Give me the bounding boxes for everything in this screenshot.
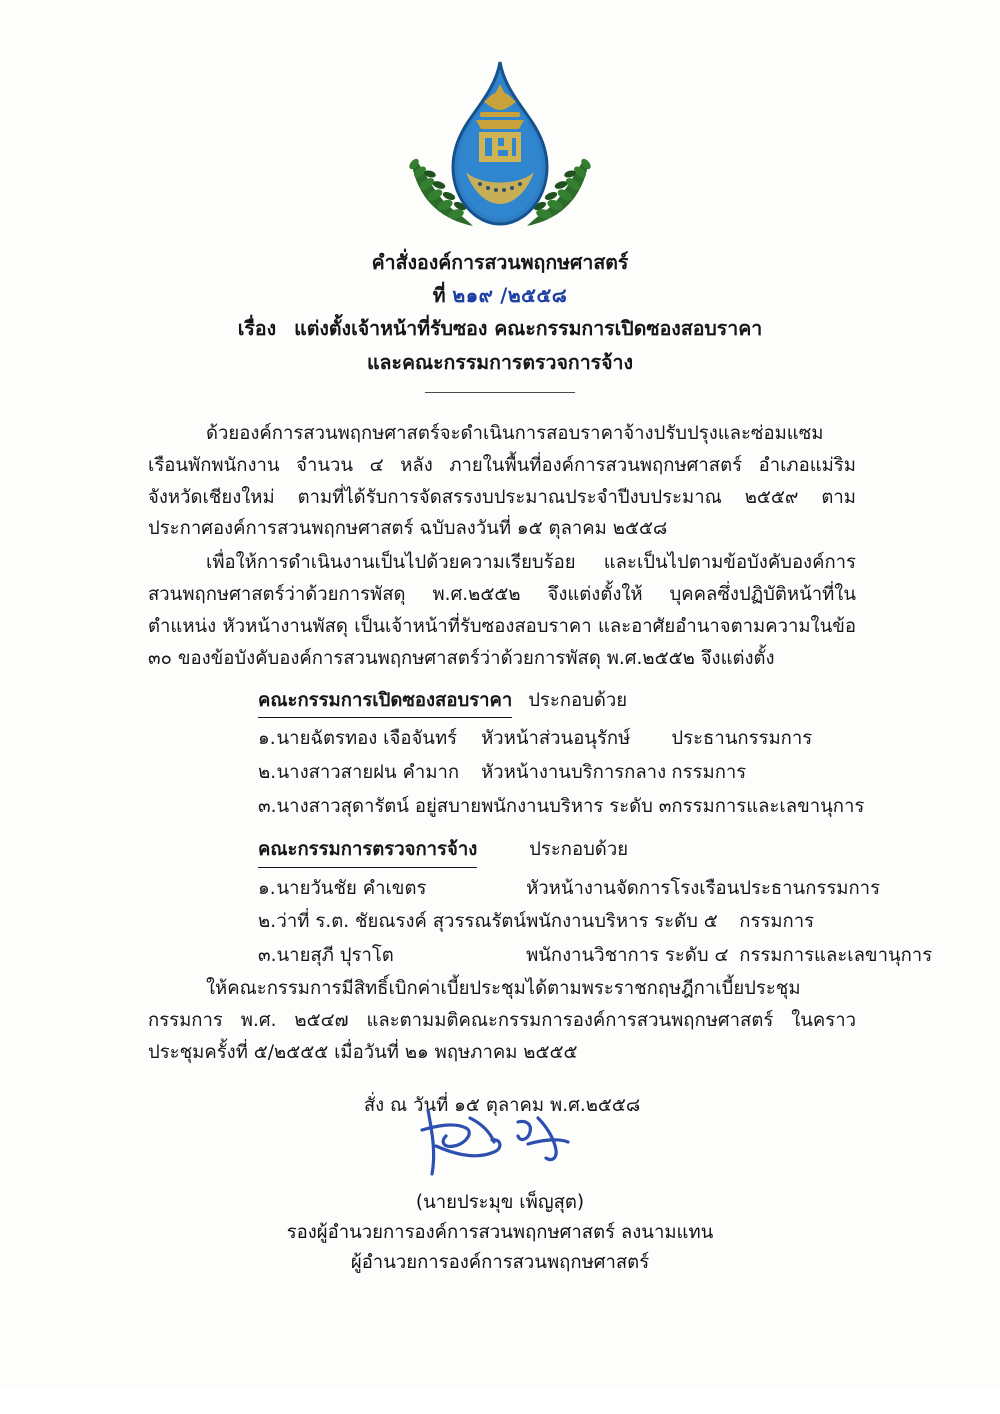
- page-bottom-margin: [0, 1388, 1000, 1414]
- member-role: ประธานกรรมการ: [739, 877, 881, 899]
- subject-line-2: และคณะกรรมการตรวจการจ้าง: [366, 350, 634, 374]
- document-number-line: [0, 281, 1000, 311]
- number-handwritten: ๒๑๙: [452, 284, 494, 308]
- member-role: กรรมการ: [739, 911, 815, 933]
- member-position: หัวหน้างานบริการกลาง: [481, 762, 667, 784]
- member-name: นางสาวสุดารัตน์ อยู่สบาย: [276, 795, 482, 817]
- paragraph-2: เพื่อให้การดำเนินงานเป็นไปด้วยความเรียบร้อย และเป็นไปตามข้อบังคับองค์การสวนพฤกษศาสตร์ว่าด้วยการพัสดุ พ.ศ.๒๕๕๒ จึงแต่งตั้งให้ บุคคลซึ่งปฏิบัติหน้าที่ในตำแหน่ง หัวหน้างานพัสดุ เป็นเจ้าหน้าที่รับซองสอบราคา และอาศัยอำนาจตามความในข้อ ๓๐ ของข้อบังคับองค์การสวนพฤกษศาสตร์ว่าด้วยการพัสดุ พ.ศ.๒๕๕๒ จึงแต่งตั้ง: [148, 552, 856, 669]
- order-date: สั่ง ณ วันที่ ๑๕ ตุลาคม พ.ศ.๒๕๕๘: [363, 1095, 641, 1117]
- signature-role-2: ผู้อำนวยการองค์การสวนพฤกษศาสตร์: [350, 1251, 650, 1273]
- number-year: /๒๕๕๘: [500, 284, 568, 308]
- member-no: ๒.: [258, 911, 277, 933]
- member-no: ๑.: [258, 728, 276, 750]
- table-row: [258, 790, 864, 824]
- member-position: พนักงานวิชาการ ระดับ ๔: [526, 945, 729, 967]
- table-row: [258, 872, 932, 906]
- signature-role-1: รองผู้อำนวยการองค์การสวนพฤกษศาสตร์ ลงนามแทน: [286, 1221, 714, 1243]
- document-heading: [0, 248, 1000, 381]
- committee-2-title: คณะกรรมการตรวจการจ้าง: [258, 834, 477, 868]
- subject-text-1: แต่งตั้งเจ้าหน้าที่รับซอง คณะกรรมการเปิดซองสอบราคา: [294, 317, 763, 341]
- table-row: [258, 905, 932, 939]
- document-title: คำสั่งองค์การสวนพฤกษศาสตร์: [371, 251, 629, 274]
- committee-2-after: ประกอบด้วย: [529, 838, 629, 860]
- member-position: หัวหน้างานจัดการโรงเรือน: [526, 877, 740, 899]
- member-role: กรรมการและเลขานุการ: [671, 795, 865, 817]
- committee-1-title: คณะกรรมการเปิดซองสอบราคา: [258, 685, 512, 719]
- member-position: หัวหน้าส่วนอนุรักษ์: [481, 728, 631, 750]
- organization-emblem-icon: [405, 58, 595, 238]
- member-name: นางสาวสายฝน คำมาก: [276, 762, 460, 784]
- committee-2-table: [258, 872, 932, 973]
- table-row: [258, 722, 864, 756]
- member-role: กรรมการ: [671, 762, 747, 784]
- member-no: ๓.: [258, 795, 277, 817]
- committee-1-table: [258, 722, 864, 823]
- member-no: ๒.: [258, 762, 277, 784]
- paragraph-3: ให้คณะกรรมการมีสิทธิ์เบิกค่าเบี้ยประชุมได้ตามพระราชกฤษฎีกาเบี้ยประชุมกรรมการ พ.ศ. ๒๕๔๗ และตามมติคณะกรรมการองค์การสวนพฤกษศาสตร์ ในคราวประชุมครั้งที่ ๕/๒๕๕๕ เมื่อวันที่ ๒๑ พฤษภาคม ๒๕๕๕: [148, 978, 856, 1063]
- member-name: นายสุภี ปุราโต: [276, 945, 394, 967]
- number-prefix: ที่: [432, 284, 446, 308]
- member-role: กรรมการและเลขานุการ: [739, 945, 933, 967]
- member-position: พนักงานบริหาร ระดับ ๕: [526, 911, 718, 933]
- table-row: [258, 939, 932, 973]
- member-no: ๓.: [258, 945, 277, 967]
- committee-open-bid: [258, 685, 865, 824]
- document-body: [148, 418, 933, 1122]
- committee-1-after: ประกอบด้วย: [528, 689, 628, 711]
- shield-teardrop-icon: [446, 60, 554, 228]
- subject-line-1: [0, 314, 1000, 344]
- member-position: พนักงานบริหาร ระดับ ๓: [481, 795, 672, 817]
- committee-inspection: [258, 834, 933, 973]
- member-no: ๑.: [258, 877, 276, 899]
- table-row: [258, 756, 864, 790]
- signature-mark-icon: [0, 1100, 1000, 1186]
- paragraph-1: ด้วยองค์การสวนพฤกษศาสตร์จะดำเนินการสอบราคาจ้างปรับปรุงและซ่อมแซมเรือนพักพนักงาน จำนวน ๔ หลัง ภายในพื้นที่องค์การสวนพฤกษศาสตร์ อำเภอแม่ริม จังหวัดเชียงใหม่ ตามที่ได้รับการจัดสรรงบประมาณประจำปีงบประมาณ ๒๕๕๙ ตามประกาศองค์การสวนพฤกษศาสตร์ ฉบับลงวันที่ ๑๕ ตุลาคม ๒๕๕๘: [148, 423, 856, 540]
- signature-name: (นายประมุข เพ็ญสุต): [415, 1192, 585, 1213]
- emblem-container: [0, 58, 1000, 238]
- subject-keyword: เรื่อง: [237, 317, 277, 341]
- member-role: ประธานกรรมการ: [671, 728, 813, 750]
- heading-divider: [425, 392, 575, 393]
- member-name: นายฉัตรทอง เจือจันทร์: [276, 728, 458, 750]
- member-name: ว่าที่ ร.ต. ชัยณรงค์ สุวรรณรัตน์: [276, 911, 527, 933]
- member-name: นายวันชัย คำเขตร: [276, 877, 427, 899]
- signature-block: [0, 1100, 1000, 1278]
